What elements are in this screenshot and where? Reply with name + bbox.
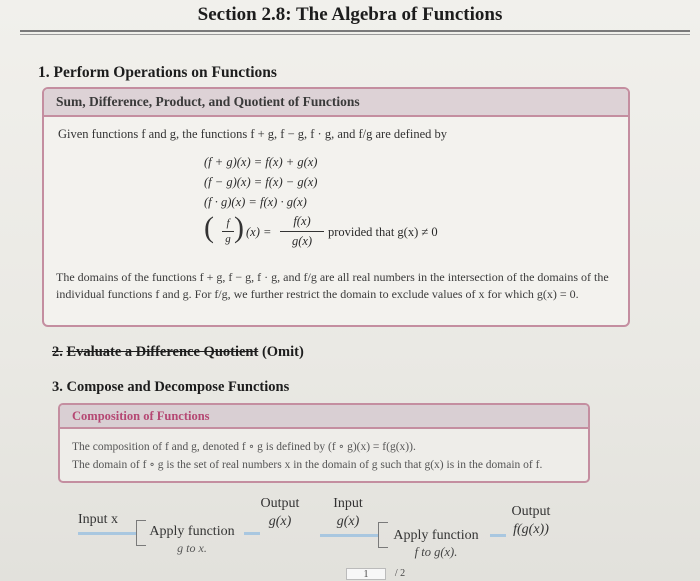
flow-box2-line1: Apply function [393,528,479,543]
quotient-f-over-g [222,217,234,246]
title-rule-thin [20,34,690,35]
eq-quotient [204,211,564,255]
flow-output2-line1: Output [511,504,551,519]
eq-sum: (f + g)(x) = f(x) + g(x) [204,155,318,169]
flow-input2-line2: g(x) [336,514,360,529]
page-number-input[interactable]: 1 [346,568,386,580]
section2-number: 2. [52,344,63,360]
flow-input2-line1: Input [333,496,363,511]
composition-box [58,403,590,483]
quotient-numerator: f(x) [293,214,311,228]
section2-note: (Omit) [261,344,304,360]
flow-box1-line1: Apply function [149,524,235,539]
flow-arrow-1 [78,532,136,535]
flow-box2-line2: f to g(x). [414,545,458,559]
title-rule [20,30,690,32]
flow-arrow-3 [320,534,378,537]
eq-product: (f · g)(x) = f(x) · g(x) [204,195,307,209]
quotient-fraction [280,214,324,249]
fg-numerator: f [226,217,230,229]
flow-arrow-2 [244,532,260,535]
composition-domain: The domain of f ∘ g is the set of real numbers x in the domain of g such that g(x) is in the domain of f. [72,459,543,471]
flow-output1-line1: Output [260,496,300,511]
domain-paragraph: The domains of the functions f + g, f − g, f · g, and f/g are all real numbers in the intersection of the domains of the individual functions f and g. For f/g, we further restrict the domain to exclude values of x for which g(x) = 0. [56,270,609,301]
flow-output1-line2: g(x) [268,514,292,529]
quotient-arg: (x) = [246,225,272,239]
section3-heading: 3. Compose and Decompose Functions [52,379,290,395]
right-paren: ) [234,211,244,244]
flow-output2-line2: f(g(x)) [513,522,549,537]
page-total: / 2 [394,568,406,579]
section2-title: Evaluate a Difference Quotient [66,344,259,360]
left-paren: ( [204,211,214,244]
composition-definition: The composition of f and g, denoted f ∘ g is defined by (f ∘ g)(x) = f(g(x)). [72,441,416,453]
flow-box1-line2: g to x. [177,541,207,555]
page-title: Section 2.8: The Algebra of Functions [197,4,503,25]
quotient-condition: provided that g(x) ≠ 0 [328,225,438,239]
quotient-denominator: g(x) [291,234,313,248]
eq-difference: (f − g)(x) = f(x) − g(x) [204,175,318,189]
definition-box-title: Sum, Difference, Product, and Quotient of Functions [44,89,628,117]
definition-intro: Given functions f and g, the functions f + g, f − g, f · g, and f/g are defined by [58,127,447,141]
section2-heading [52,344,304,361]
flow-input-x: Input x [78,512,119,527]
composition-box-title: Composition of Functions [60,405,588,429]
fg-denominator: g [225,233,231,245]
definition-box [42,87,630,327]
section1-heading: 1. Perform Operations on Functions [38,64,277,81]
